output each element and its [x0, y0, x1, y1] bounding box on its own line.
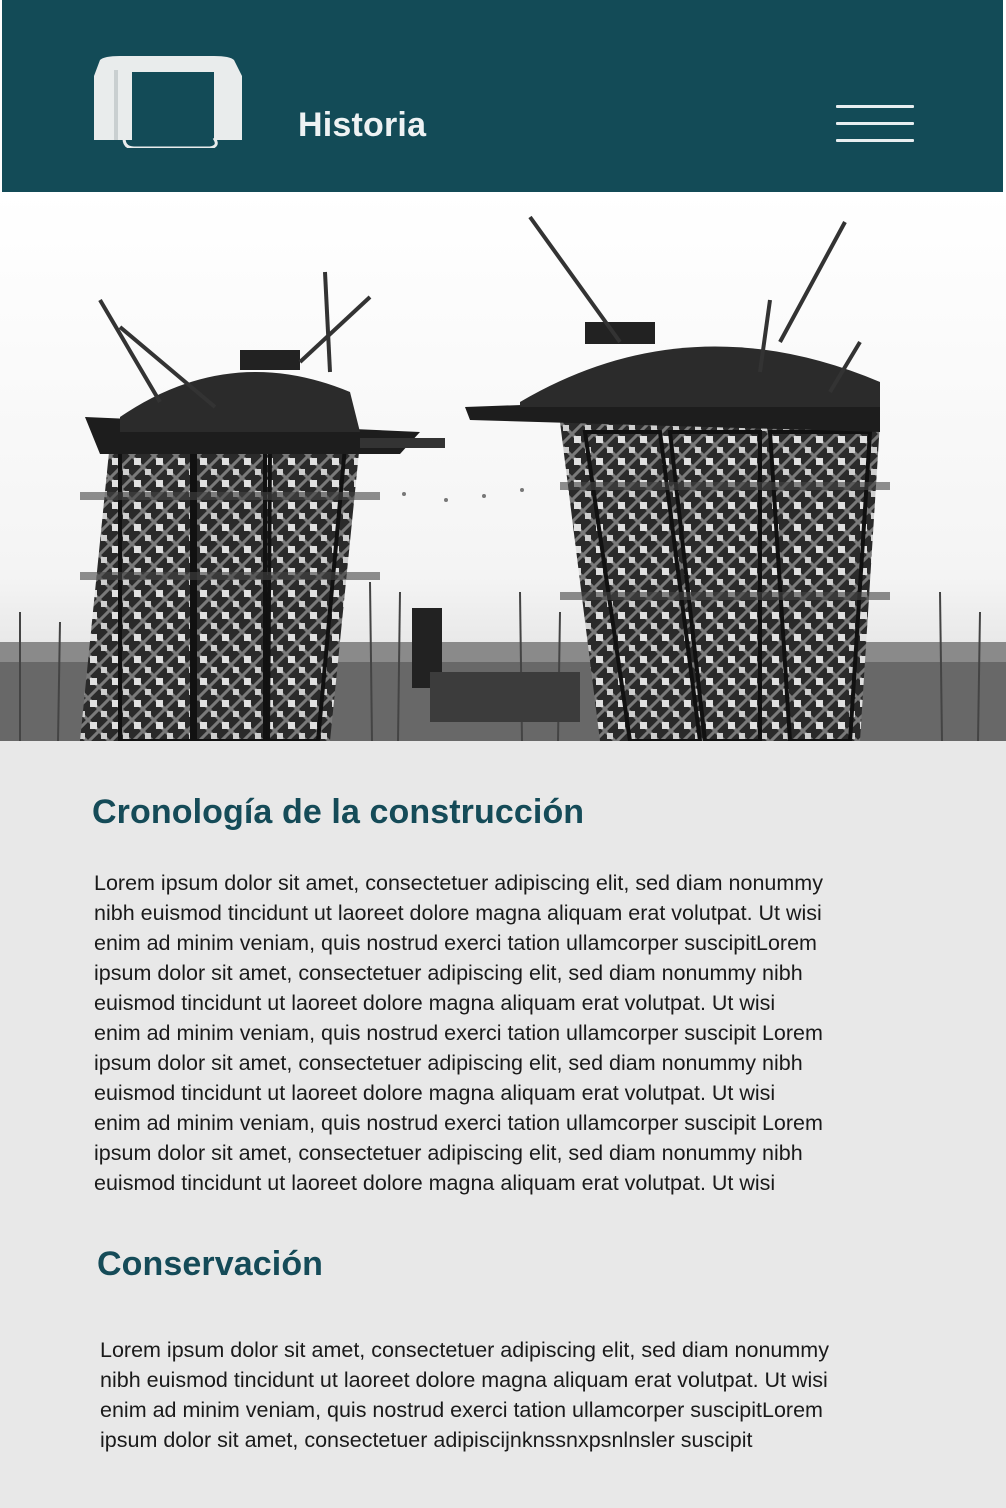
- section-heading: Conservación: [97, 1245, 324, 1283]
- menu-button[interactable]: [834, 102, 916, 146]
- app-header: [2, 0, 1003, 192]
- main-content: [0, 741, 1006, 1508]
- section-text: Lorem ipsum dolor sit amet, consectetuer adipiscing elit, sed diam nonummy nibh euismod tincidunt ut laoreet dolore magna aliquam erat volutpat. Ut wisi enim ad minim veniam, quis nostrud exerci tation ullamcorper suscipitLorem ipsum dolor sit amet, consectetuer adipiscijnknssnxpsnlnsler suscipit: [100, 1338, 829, 1452]
- section-heading: Cronología de la construcción: [92, 793, 585, 831]
- section-text: Lorem ipsum dolor sit amet, consectetuer adipiscing elit, sed diam nonummy nibh euismod tincidunt ut laoreet dolore magna aliquam erat volutpat. Ut wisi enim ad minim veniam, quis nostrud exerci tation ullamcorper suscipitLorem ipsum dolor sit amet, consectetuer adipiscing elit, sed diam nonummy nibh euismod tincidunt ut laoreet dolore magna aliquam erat volutpat. Ut wisi enim ad minim veniam, quis nostrud exerci tation ullamcorper suscipit Lorem ipsum dolor sit amet, consectetuer adipiscing elit, sed diam nonummy nibh euismod tincidunt ut laoreet dolore magna aliquam erat volutpat. Ut wisi enim ad minim veniam, quis nostrud exerci tation ullamcorper suscipit Lorem ipsum dolor sit amet, consectetuer adipiscing elit, sed diam nonummy nibh euismod tincidunt ut laoreet dolore magna aliquam erat volutpat. Ut wisi: [94, 871, 823, 1195]
- page-title: Historia: [298, 106, 427, 144]
- bridge-logo-icon[interactable]: [90, 56, 244, 148]
- hamburger-menu-icon: [836, 105, 914, 108]
- hero-image: [0, 192, 1006, 741]
- hamburger-menu-icon: [836, 139, 914, 142]
- tower-bridge-construction-photo: [0, 192, 1006, 741]
- hamburger-menu-icon: [836, 122, 914, 125]
